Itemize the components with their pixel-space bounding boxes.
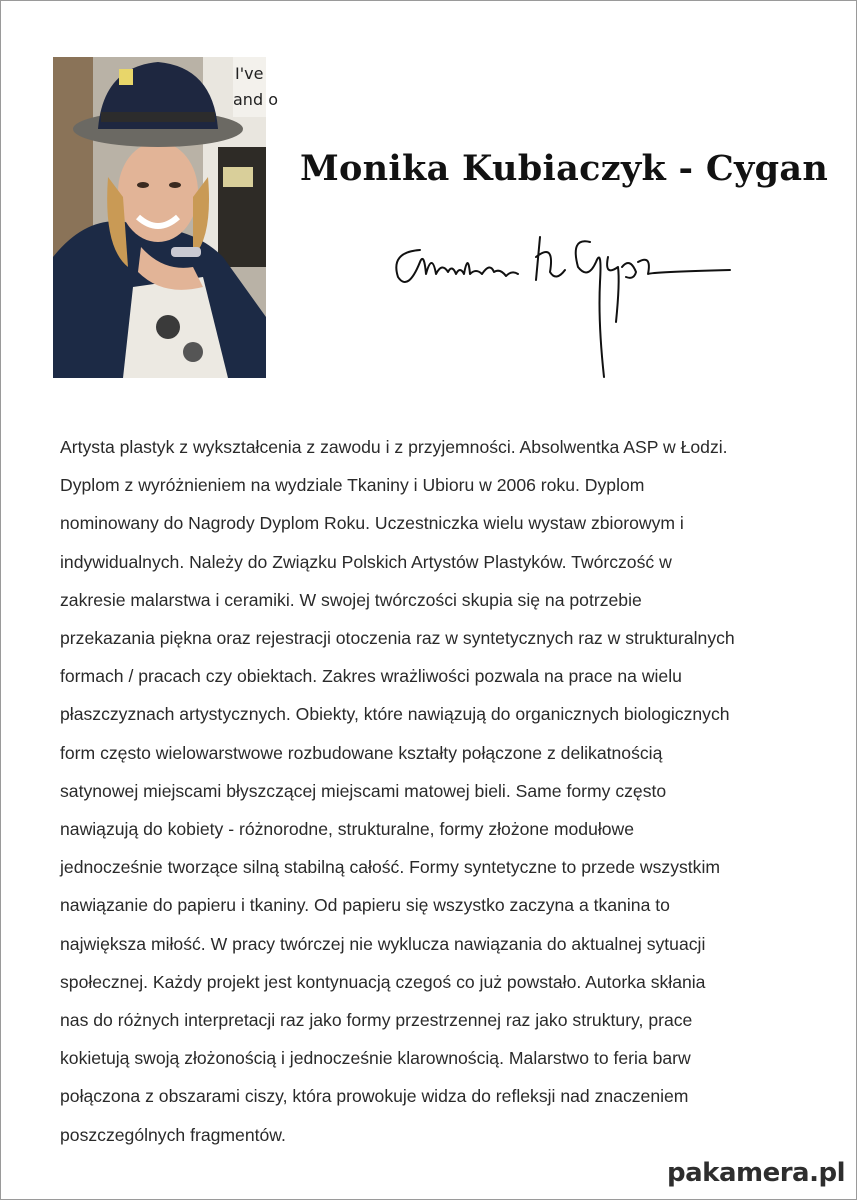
bio-line: Dyplom z wyróżnieniem na wydziale Tkaniny i Ubioru w 2006 roku. Dyplom bbox=[60, 475, 645, 496]
biography bbox=[60, 428, 800, 1154]
artist-name: Monika Kubiaczyk - Cygan bbox=[300, 148, 829, 189]
artist-photo bbox=[53, 57, 278, 378]
bio-line: Artysta plastyk z wykształcenia z zawodu i z przyjemności. Absolwentka ASP w Łodzi. bbox=[60, 437, 728, 457]
handwritten-signature bbox=[390, 222, 730, 387]
bio-line: nominowany do Nagrody Dyplom Roku. Uczestniczka wielu wystaw zbiorowym i bbox=[60, 513, 684, 534]
bio-line: kokietują swoją złożonością i jednocześnie klarownością. Malarstwo to feria barw bbox=[60, 1048, 691, 1069]
bio-line: form często wielowarstwowe rozbudowane kształty połączone z delikatnością bbox=[60, 742, 663, 763]
bio-line: największa miłość. W pracy twórczej nie wyklucza nawiązania do aktualnej sytuacji bbox=[60, 933, 706, 954]
bio-line: formach / pracach czy obiektach. Zakres wrażliwości pozwala na prace na wielu bbox=[60, 666, 682, 687]
bio-line: połączona z obszarami ciszy, która prowokuje widza do refleksji nad znaczeniem bbox=[60, 1086, 689, 1107]
bio-line: społecznej. Każdy projekt jest kontynuacją czegoś co już powstało. Autorka skłania bbox=[60, 971, 706, 992]
svg-text:I've: I've bbox=[235, 64, 264, 83]
bio-line: poszczególnych fragmentów. bbox=[60, 1124, 286, 1145]
bio-line: nas do różnych interpretacji raz jako formy przestrzennej raz jako struktury, prace bbox=[60, 1010, 693, 1031]
bio-line: nawiązują do kobiety - różnorodne, strukturalne, formy złożone modułowe bbox=[60, 819, 635, 840]
bio-line: płaszczyznach artystycznych. Obiekty, które nawiązują do organicznych biologicznych bbox=[60, 704, 730, 725]
bio-line: satynowej miejscami błyszczącej miejscami matowej bieli. Same formy często bbox=[60, 780, 667, 801]
bio-line: nawiązanie do papieru i tkaniny. Od papieru się wszystko zaczyna a tkanina to bbox=[60, 895, 670, 916]
bio-line: zakresie malarstwa i ceramiki. W swojej twórczości skupia się na potrzebie bbox=[60, 589, 642, 610]
bio-line: jednocześnie tworzące silną stabilną całość. Formy syntetyczne to przede wszystkim bbox=[60, 857, 721, 878]
bio-line: indywidualnych. Należy do Związku Polskich Artystów Plastyków. Twórczość w bbox=[60, 551, 672, 572]
watermark-logo: pakamera.pl bbox=[667, 1158, 845, 1188]
bio-line: przekazania piękna oraz rejestracji otoczenia raz w syntetycznych raz w strukturalnych bbox=[60, 628, 735, 649]
svg-text:and o: and o bbox=[233, 90, 278, 109]
